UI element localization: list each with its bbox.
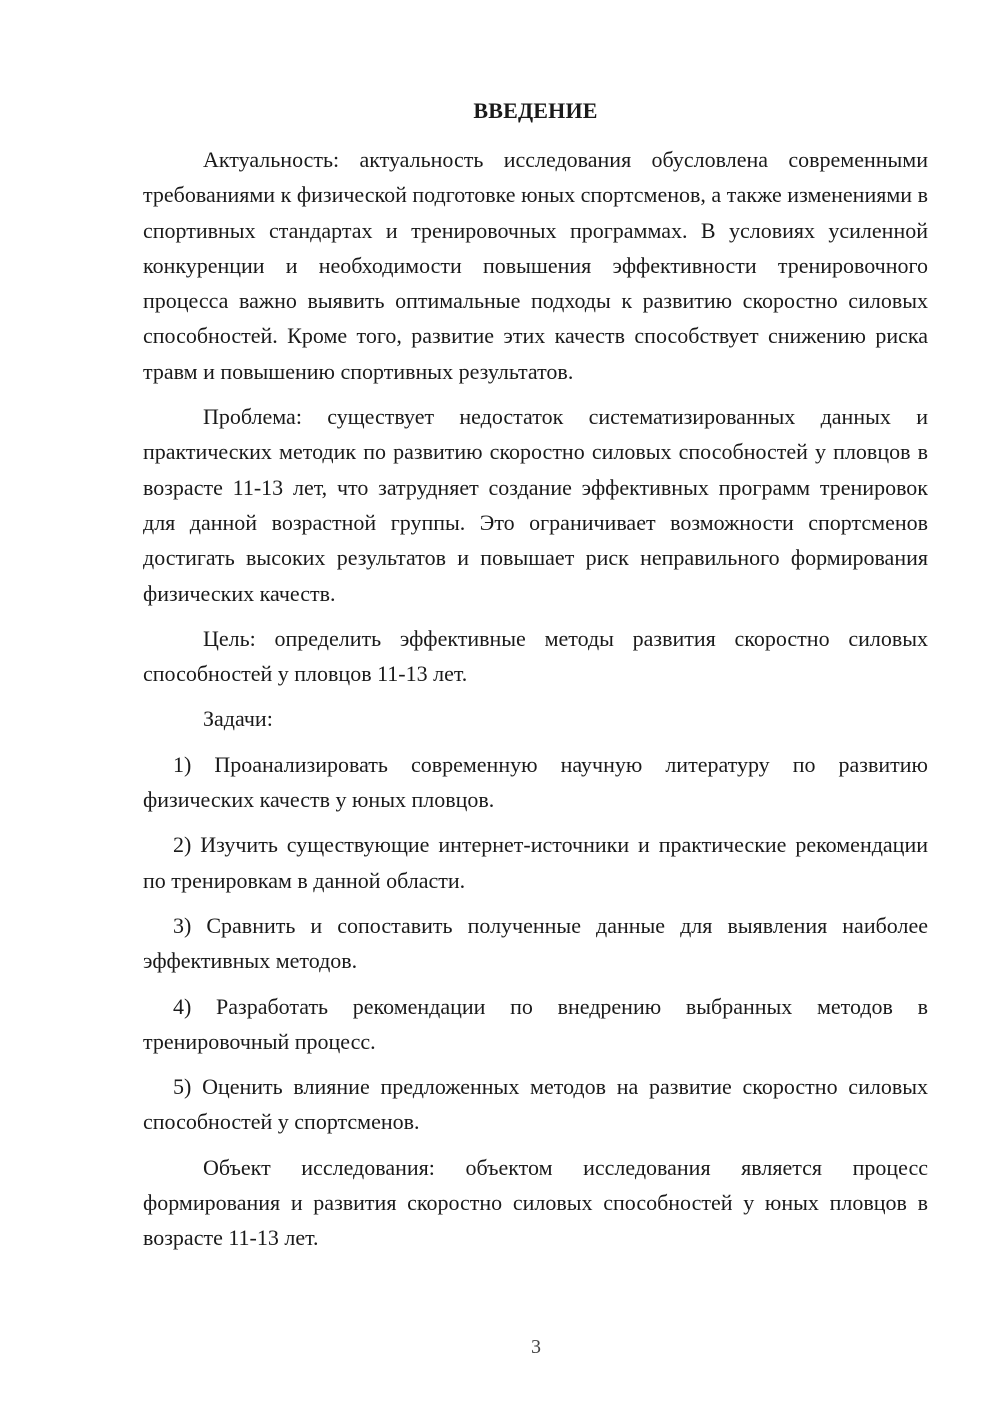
paragraph-goal: Цель: определить эффективные методы развития скоростно силовых способностей у пловцов 11-13 лет.	[143, 625, 928, 687]
page-title: ВВЕДЕНИЕ	[473, 98, 598, 123]
paragraph-relevance: Актуальность: актуальность исследования обусловлена современными требованиями к физической подготовке юных спортсменов, а также изменениями в спортивных стандартах и тренировочных программах. В условиях усиленной конкуренции и необходимости повышения эффективности тренировочного процесса важно выявить оптимальные подходы к развитию скоростно силовых способностей. Кроме того, развитие этих качеств способствует снижению риска травм и повышению спортивных результатов.	[143, 147, 928, 384]
paragraph-problem: Проблема: существует недостаток систематизированных данных и практических методик по развитию скоростно силовых способностей у пловцов в возрасте 11-13 лет, что затрудняет создание эффективных программ тренировок для данной возрастной группы. Это ограничивает возможности спортсменов достигать высоких результатов и повышает риск неправильного формирования физических качеств.	[143, 404, 928, 606]
task-item-3: 3) Сравнить и сопоставить полученные данные для выявления наиболее эффективных методов.	[143, 912, 928, 974]
page-number: 3	[531, 1336, 541, 1358]
task-item-1: 1) Проанализировать современную научную литературу по развитию физических качеств у юных пловцов.	[143, 751, 928, 813]
task-item-5: 5) Оценить влияние предложенных методов на развитие скоростно силовых способностей у спортсменов.	[143, 1074, 928, 1135]
document-body	[143, 142, 928, 1256]
task-item-4: 4) Разработать рекомендации по внедрению выбранных методов в тренировочный процесс.	[143, 993, 928, 1054]
tasks-title: Задачи:	[203, 706, 273, 732]
task-item-2: 2) Изучить существующие интернет-источники и практические рекомендации по тренировкам в данной области.	[143, 832, 928, 893]
paragraph-object: Объект исследования: объектом исследования является процесс формирования и развития скоростно силовых способностей у юных пловцов в возрасте 11-13 лет.	[143, 1154, 928, 1251]
